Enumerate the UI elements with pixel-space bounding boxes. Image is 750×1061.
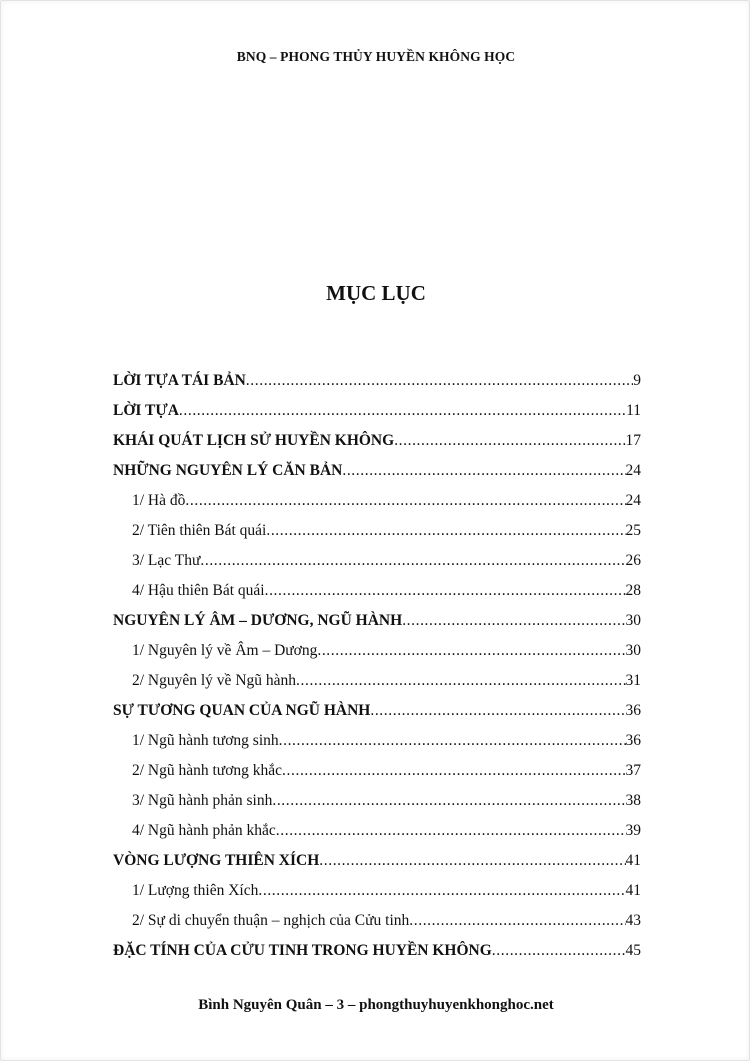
toc-entry [113, 366, 641, 396]
toc-dot-leader [279, 726, 626, 756]
toc-entry-label: 1/ Ngũ hành tương sinh [132, 732, 279, 749]
toc-entry-label: SỰ TƯƠNG QUAN CỦA NGŨ HÀNH [113, 702, 371, 719]
page-footer: Bình Nguyên Quân – 3 – phongthuyhuyenkhonghoc.net [198, 997, 554, 1013]
toc-entry-page-number: 36 [625, 702, 641, 719]
toc-entry-label: LỜI TỰA TÁI BẢN [113, 372, 246, 389]
toc-entry [113, 876, 641, 906]
toc-entry-page-number: 25 [625, 522, 641, 539]
toc-entry-label: 3/ Ngũ hành phản sinh [132, 792, 273, 809]
toc-dot-leader [200, 546, 625, 576]
toc-entry-label: 1/ Lượng thiên Xích [132, 882, 259, 899]
toc-dot-leader [258, 876, 625, 906]
toc-entry [113, 816, 641, 846]
toc-entry-page-number: 24 [625, 492, 641, 509]
toc-entry-page-number: 41 [625, 882, 641, 899]
toc-entry-page-number: 17 [625, 432, 641, 449]
toc-entry [113, 606, 641, 636]
toc-dot-leader [317, 636, 625, 666]
toc-dot-leader [276, 816, 626, 846]
toc-dot-leader [266, 516, 625, 546]
toc-dot-leader [492, 936, 626, 966]
toc-entry-label: LỜI TỰA [113, 402, 179, 419]
toc-entry-page-number: 45 [625, 942, 641, 959]
toc-entry-label: KHÁI QUÁT LỊCH SỬ HUYỀN KHÔNG [113, 432, 395, 449]
toc-entry-page-number: 28 [625, 582, 641, 599]
toc-dot-leader [370, 696, 625, 726]
toc-entry [113, 516, 641, 546]
toc-entry-page-number: 24 [625, 462, 641, 479]
toc-entry-label: ĐẶC TÍNH CỦA CỬU TINH TRONG HUYỀN KHÔNG [113, 942, 492, 959]
toc-entry-page-number: 31 [625, 672, 641, 689]
toc-entry-label: 1/ Hà đồ [132, 492, 186, 509]
toc-entry [113, 486, 641, 516]
toc-dot-leader [282, 756, 625, 786]
toc-dot-leader [402, 606, 625, 636]
toc-entry-label: 4/ Hậu thiên Bát quái [132, 582, 265, 599]
toc-dot-leader [272, 786, 625, 816]
toc-entry-label: NHỮNG NGUYÊN LÝ CĂN BẢN [113, 462, 343, 479]
toc-entry [113, 756, 641, 786]
toc-entry-page-number: 30 [625, 612, 641, 629]
toc-dot-leader [246, 366, 633, 396]
toc-entry-page-number: 9 [633, 372, 641, 389]
page-title: MỤC LỤC [326, 281, 426, 305]
toc-entry-label: 2/ Sự di chuyển thuận – nghịch của Cửu tinh [132, 912, 410, 929]
toc-entry [113, 786, 641, 816]
toc-dot-leader [265, 576, 626, 606]
toc-dot-leader [409, 906, 625, 936]
toc-entry [113, 726, 641, 756]
toc-entry-page-number: 39 [625, 822, 641, 839]
toc-entry-page-number: 41 [625, 852, 641, 869]
toc-entry [113, 936, 641, 966]
toc-entry-label: 2/ Tiên thiên Bát quái [132, 522, 267, 539]
toc-entry [113, 906, 641, 936]
toc-entry-label: NGUYÊN LÝ ÂM – DƯƠNG, NGŨ HÀNH [113, 612, 403, 629]
toc-dot-leader [319, 846, 625, 876]
toc-entry [113, 846, 641, 876]
toc-entry [113, 456, 641, 486]
toc-dot-leader [394, 426, 625, 456]
toc-entry [113, 666, 641, 696]
toc-dot-leader [179, 396, 626, 426]
toc-entry-page-number: 37 [625, 762, 641, 779]
toc-entry-label: 4/ Ngũ hành phản khắc [132, 822, 276, 839]
toc-entry-page-number: 36 [625, 732, 641, 749]
toc-dot-leader [342, 456, 625, 486]
running-header: BNQ – PHONG THỦY HUYỀN KHÔNG HỌC [236, 49, 516, 64]
toc-entry-label: VÒNG LƯỢNG THIÊN XÍCH [113, 852, 320, 869]
toc-entry-page-number: 30 [625, 642, 641, 659]
toc-entry-label: 2/ Nguyên lý về Ngũ hành [132, 672, 297, 689]
toc-entry-label: 2/ Ngũ hành tương khắc [132, 762, 283, 779]
toc-dot-leader [296, 666, 625, 696]
toc-entry [113, 426, 641, 456]
toc-entry [113, 396, 641, 426]
toc-entry [113, 576, 641, 606]
table-of-contents [113, 366, 641, 966]
toc-entry [113, 636, 641, 666]
toc-entry-page-number: 38 [625, 792, 641, 809]
toc-entry-page-number: 26 [625, 552, 641, 569]
toc-entry-page-number: 11 [626, 402, 641, 419]
toc-dot-leader [185, 486, 625, 516]
toc-entry [113, 546, 641, 576]
toc-entry [113, 696, 641, 726]
toc-entry-label: 3/ Lạc Thư [132, 552, 201, 569]
toc-entry-label: 1/ Nguyên lý về Âm – Dương [132, 642, 318, 659]
toc-entry-page-number: 43 [625, 912, 641, 929]
